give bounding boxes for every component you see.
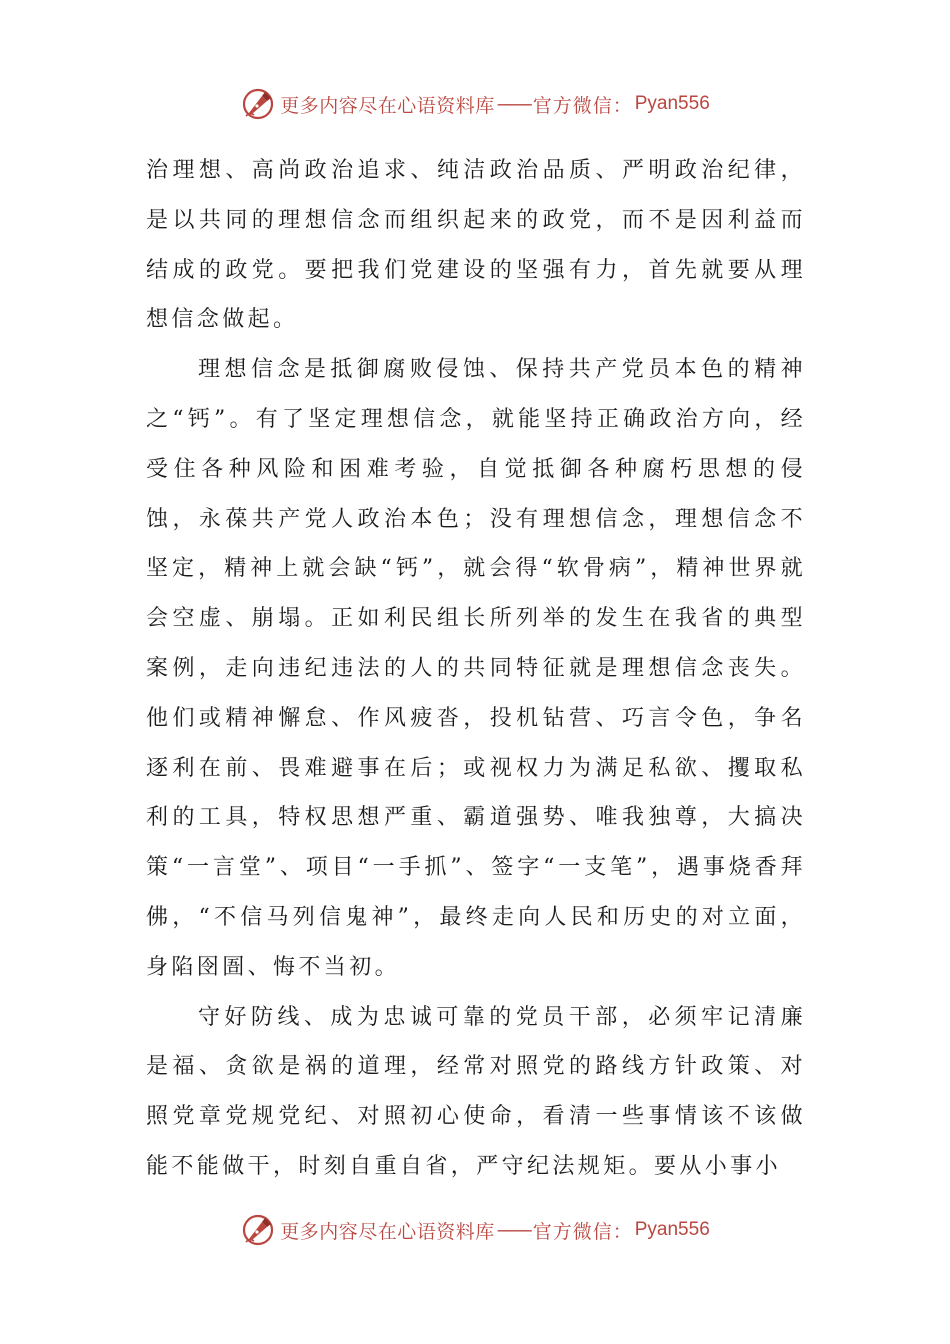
footer-banner [0,1210,950,1250]
paragraph-2: 理想信念是抵御腐败侵蚀、保持共产党员本色的精神之“钙”。有了坚定理想信念，就能坚持正确政治方向，经受住各种风险和困难考验，自觉抵御各种腐朽思想的侵蚀，永葆共产党人政治本色；没有理想信念，理想信念不坚定，精神上就会缺“钙”，就会得“软骨病”，精神世界就会空虚、崩塌。正如利民组长所列举的发生在我省的典型案例，走向违纪违法的人的共同特征就是理想信念丧失。他们或精神懈怠、作风疲沓，投机钻营、巧言令色，争名逐利在前、畏难避事在后；或视权力为满足私欲、攫取私利的工具，特权思想严重、霸道强势、唯我独尊，大搞决策“一言堂”、项目“一手抓”、签字“一支笔”，遇事烧香拜佛，“不信马列信鬼神”，最终走向人民和历史的对立面，身陷囹圄、悔不当初。 [146,357,806,980]
banner-dash: —— [496,1219,531,1241]
pen-nib-icon [240,86,276,122]
banner-site-text: 更多内容尽在心语资料库 [280,94,495,117]
banner-site-text: 更多内容尽在心语资料库 [280,1220,495,1243]
paragraph-1: 治理想、高尚政治追求、纯洁政治品质、严明政治纪律，是以共同的理想信念而组织起来的政党，而不是因利益而结成的政党。要把我们党建设的坚强有力，首先就要从理想信念做起。 [146,158,806,333]
paragraph-3: 守好防线、成为忠诚可靠的党员干部，必须牢记清廉是福、贪欲是祸的道理，经常对照党的路线方针政策、对照党章党规党纪、对照初心使命，看清一些事情该不该做能不能做干，时刻自重自省，严守纪法规矩。要从小事小 [146,1004,806,1179]
document-body [146,146,806,1192]
banner-official-label: 官方微信： [532,1220,633,1243]
banner-official-label: 官方微信： [532,94,633,117]
header-banner [0,84,950,124]
pen-nib-icon [240,1212,276,1248]
banner-wechat-id: Pyan556 [634,93,710,114]
banner-dash: —— [496,93,531,115]
banner-wechat-id: Pyan556 [634,1219,710,1240]
